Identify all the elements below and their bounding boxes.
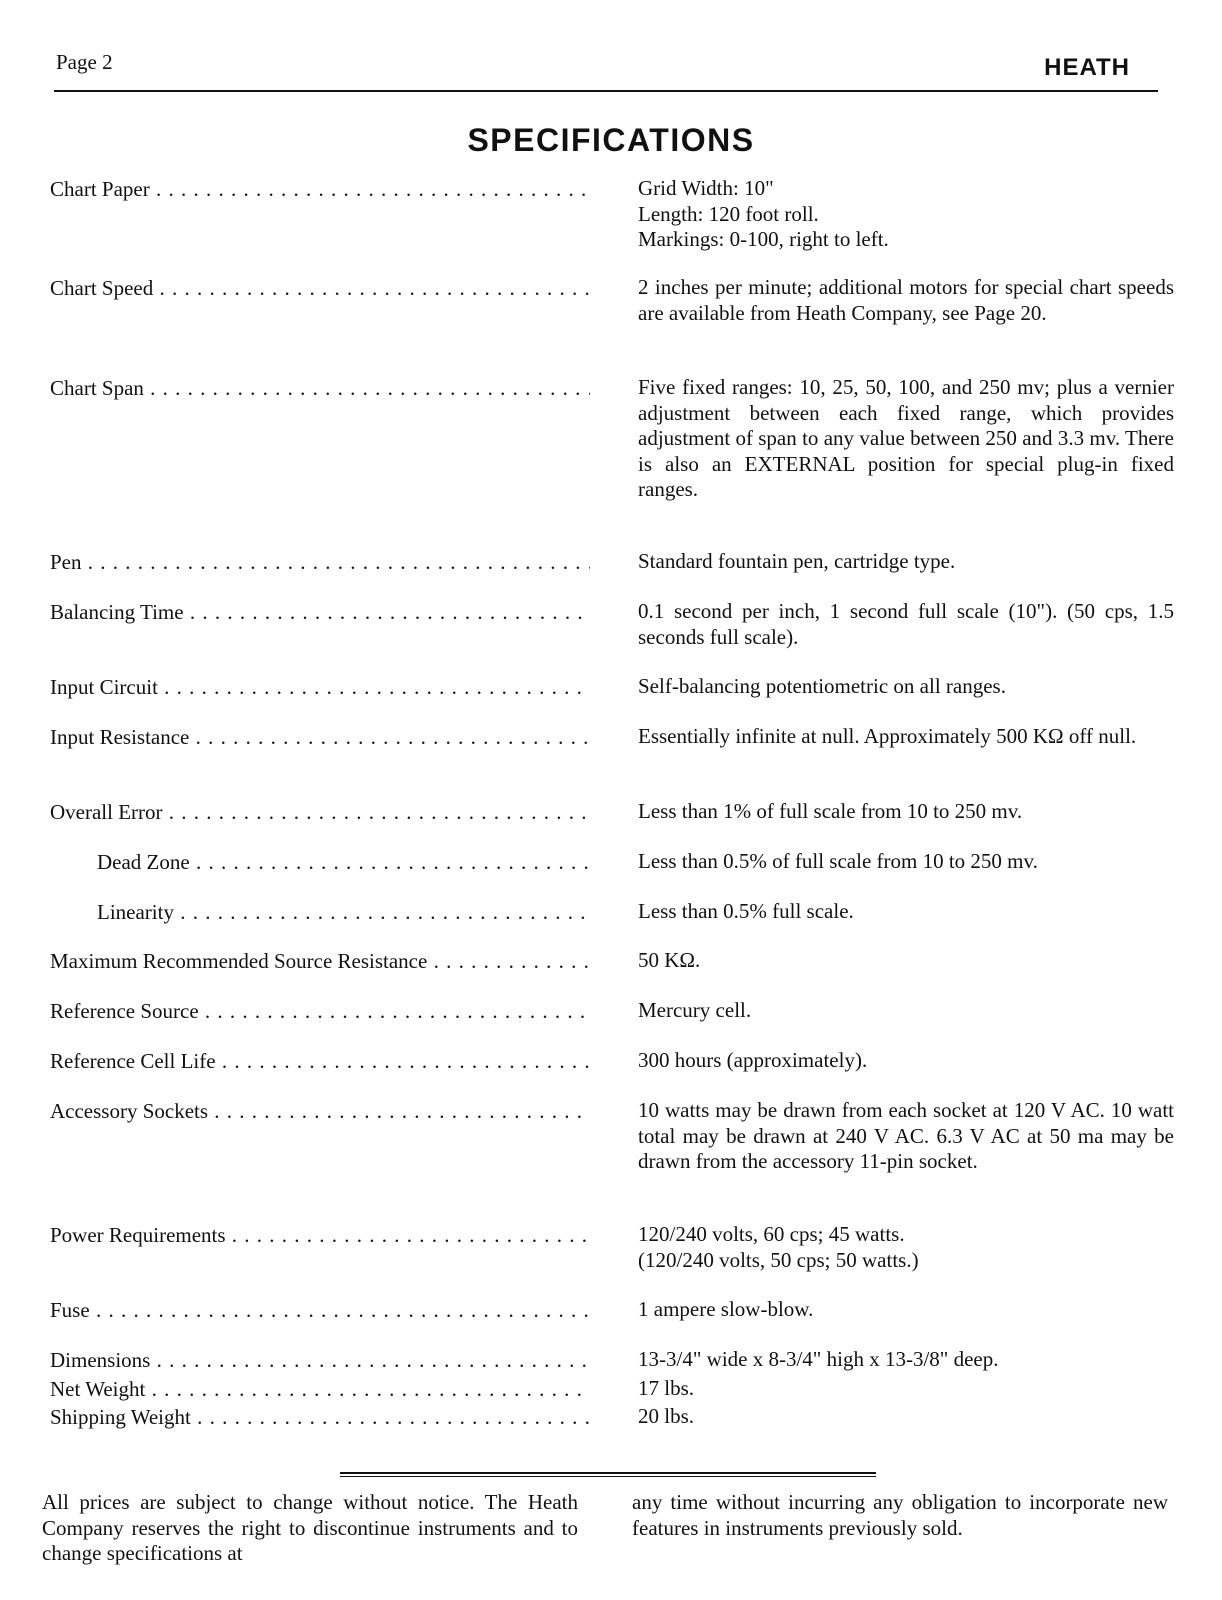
spec-label: Maximum Recommended Source Resistance . . . <box>50 948 590 974</box>
spec-label: Dead Zone . . . <box>97 849 590 875</box>
spec-value: Essentially infinite at null. Approximately 500 KΩ off null. <box>638 724 1137 748</box>
spec-label: Chart Paper . . . <box>50 176 590 202</box>
price-notice-right: any time without incurring any obligation to incorporate new features in instruments previously sold. <box>632 1490 1168 1540</box>
spec-value: 120/240 volts, 60 cps; 45 watts. (120/240 volts, 50 cps; 50 watts.) <box>638 1222 919 1272</box>
spec-value: 2 inches per minute; additional motors for special chart speeds are available from Heath Company, see Page 20. <box>638 275 1174 325</box>
spec-label: Pen . . . <box>50 549 590 575</box>
page-number: Page 2 <box>56 50 113 74</box>
spec-label: Chart Span . . . <box>50 375 590 401</box>
spec-label: Input Resistance . . . <box>50 724 590 750</box>
spec-label: Reference Source . . . <box>50 998 590 1024</box>
spec-label: Dimensions . . . <box>50 1347 590 1373</box>
spec-label: Reference Cell Life . . . <box>50 1048 590 1074</box>
spec-value: Five fixed ranges: 10, 25, 50, 100, and 250 mv; plus a vernier adjustment between each fixed range, which provides adjustment of span to any value between 250 and 3.3 mv. There is also an EXTERNAL position for special plug-in fixed ranges. <box>638 375 1174 501</box>
brand-logo-text: HEATH <box>1044 54 1130 81</box>
spec-value: Less than 0.5% of full scale from 10 to 250 mv. <box>638 849 1038 873</box>
spec-value: 10 watts may be drawn from each socket at 120 V AC. 10 watt total may be drawn at 240 V AC. 6.3 V AC at 50 ma may be drawn from the accessory 11-pin socket. <box>638 1098 1174 1173</box>
spec-label: Linearity . . . <box>97 899 590 925</box>
spec-value: 300 hours (approximately). <box>638 1048 868 1072</box>
spec-value: 20 lbs. <box>638 1404 695 1428</box>
spec-label: Shipping Weight . . . <box>50 1404 590 1430</box>
spec-value: 0.1 second per inch, 1 second full scale (10"). (50 cps, 1.5 seconds full scale). <box>638 599 1174 649</box>
spec-value: 17 lbs. <box>638 1376 695 1400</box>
footer-divider-thin <box>340 1476 876 1477</box>
spec-value: Standard fountain pen, cartridge type. <box>638 549 956 573</box>
spec-value: Less than 1% of full scale from 10 to 250 mv. <box>638 799 1023 823</box>
spec-label: Input Circuit . . . <box>50 674 590 700</box>
spec-label: Power Requirements . . . <box>50 1222 590 1248</box>
spec-label: Chart Speed . . . <box>50 275 590 301</box>
spec-label: Fuse . . . <box>50 1297 590 1323</box>
spec-value: 13-3/4" wide x 8-3/4" high x 13-3/8" deep. <box>638 1347 999 1371</box>
spec-label: Net Weight . . . <box>50 1376 590 1402</box>
spec-label: Balancing Time . . . <box>50 599 590 625</box>
spec-value: 1 ampere slow-blow. <box>638 1297 814 1321</box>
spec-value: Mercury cell. <box>638 998 752 1022</box>
spec-label: Accessory Sockets . . . <box>50 1098 590 1124</box>
spec-value: 50 KΩ. <box>638 948 701 972</box>
header-divider <box>54 90 1158 92</box>
price-notice-left: All prices are subject to change without notice. The Heath Company reserves the right to discontinue instruments and to change specifications at <box>42 1490 578 1565</box>
spec-value: Grid Width: 10" Length: 120 foot roll. Markings: 0-100, right to left. <box>638 176 889 251</box>
page-title: SPECIFICATIONS <box>467 122 755 158</box>
spec-label: Overall Error . . . <box>50 799 590 825</box>
spec-value: Less than 0.5% full scale. <box>638 899 854 923</box>
spec-value: Self-balancing potentiometric on all ranges. <box>638 674 1006 698</box>
footer-divider <box>340 1472 876 1474</box>
